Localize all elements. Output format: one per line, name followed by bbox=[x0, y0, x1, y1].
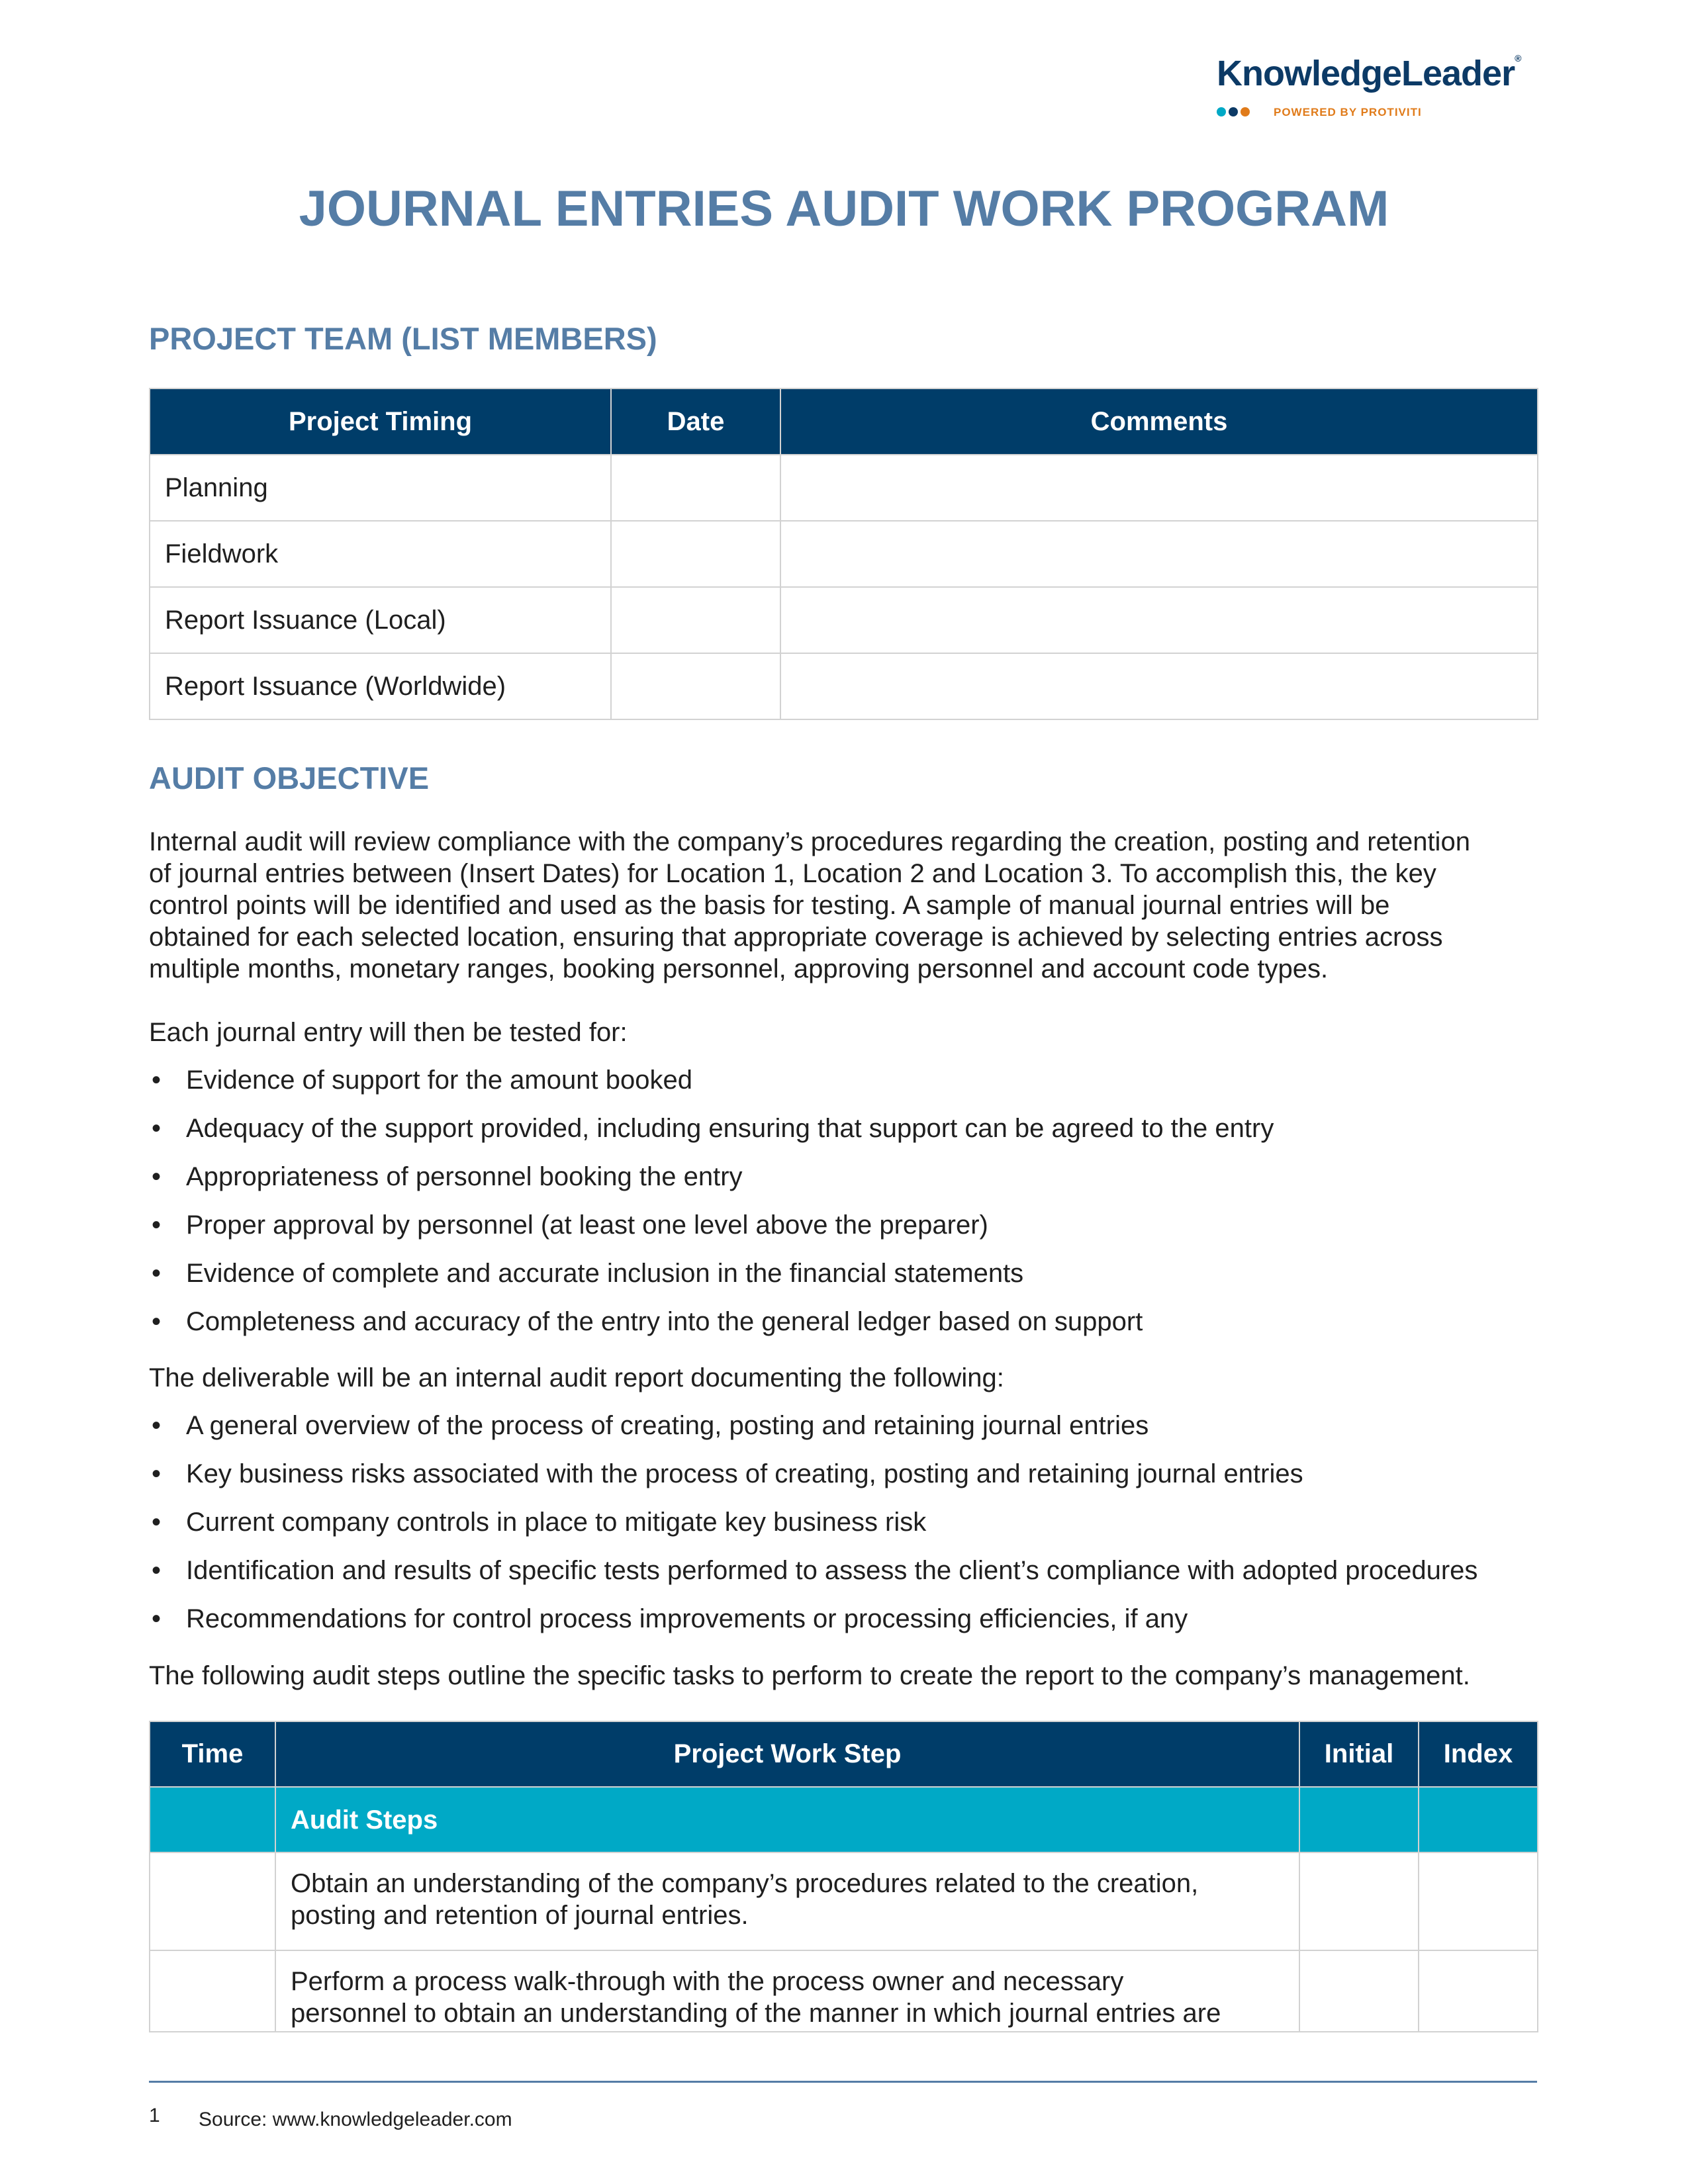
date-cell[interactable] bbox=[611, 653, 780, 719]
comments-cell[interactable] bbox=[780, 455, 1538, 521]
date-cell[interactable] bbox=[611, 587, 780, 653]
timing-cell: Report Issuance (Local) bbox=[150, 587, 611, 653]
comments-cell[interactable] bbox=[780, 521, 1538, 587]
comments-cell[interactable] bbox=[780, 587, 1538, 653]
list-item: • Completeness and accuracy of the entry into the general ledger based on support bbox=[152, 1307, 1143, 1336]
table-row bbox=[150, 1950, 1538, 2032]
list-item: • Identification and results of specific tests performed to assess the client’s compliance with adopted procedures bbox=[152, 1556, 1478, 1585]
step-line: Perform a process walk-through with the process owner and necessary bbox=[291, 1967, 1124, 1996]
time-cell[interactable] bbox=[150, 1852, 275, 1950]
knowledgeleader-logo bbox=[1217, 53, 1534, 126]
table-row bbox=[150, 653, 1538, 719]
tested-for-intro: Each journal entry will then be tested for: bbox=[149, 1018, 628, 1047]
page-number: 1 bbox=[149, 2105, 160, 2126]
paragraph-line: Internal audit will review compliance with the company’s procedures regarding the creation, posting and retention bbox=[149, 827, 1470, 856]
index-cell[interactable] bbox=[1419, 1950, 1538, 2032]
footer-divider bbox=[149, 2081, 1537, 2083]
work-program-table bbox=[149, 1721, 1538, 2032]
paragraph-line: control points will be identified and used as the basis for testing. A sample of manual journal entries will be bbox=[149, 891, 1390, 920]
step-cell bbox=[275, 1852, 1299, 1950]
initial-cell[interactable] bbox=[1299, 1950, 1419, 2032]
column-header: Date bbox=[611, 388, 780, 455]
table-row bbox=[150, 521, 1538, 587]
index-cell[interactable] bbox=[1419, 1852, 1538, 1950]
logo-wordmark: KnowledgeLeader® bbox=[1217, 53, 1521, 93]
step-line: Obtain an understanding of the company’s procedures related to the creation, bbox=[291, 1869, 1199, 1898]
list-item: • Key business risks associated with the process of creating, posting and retaining journal entries bbox=[152, 1459, 1303, 1488]
deliverable-intro: The deliverable will be an internal audit report documenting the following: bbox=[149, 1363, 1004, 1392]
list-item: • Adequacy of the support provided, including ensuring that support can be agreed to the entry bbox=[152, 1114, 1274, 1143]
column-header: Time bbox=[150, 1721, 275, 1787]
tested-for-list bbox=[149, 1064, 1552, 1354]
list-item: • Evidence of complete and accurate inclusion in the financial statements bbox=[152, 1259, 1024, 1288]
time-cell[interactable] bbox=[150, 1950, 275, 2032]
paragraph-line: obtained for each selected location, ensuring that appropriate coverage is achieved by selecting entries across bbox=[149, 923, 1443, 952]
audit-objective-heading: AUDIT OBJECTIVE bbox=[149, 760, 430, 796]
logo-tagline: POWERED BY PROTIVITI bbox=[1274, 106, 1422, 118]
step-cell bbox=[275, 1950, 1299, 2032]
section-label: Audit Steps bbox=[275, 1787, 1299, 1852]
date-cell[interactable] bbox=[611, 455, 780, 521]
source-note: Source: www.knowledgeleader.com bbox=[199, 2109, 512, 2130]
column-header: Comments bbox=[780, 388, 1538, 455]
deliverables-list bbox=[149, 1410, 1552, 1651]
list-item: • Current company controls in place to mitigate key business risk bbox=[152, 1508, 927, 1537]
project-timing-table bbox=[149, 388, 1538, 720]
table-row bbox=[150, 587, 1538, 653]
list-item: • Evidence of support for the amount booked bbox=[152, 1066, 692, 1095]
date-cell[interactable] bbox=[611, 521, 780, 587]
timing-cell: Report Issuance (Worldwide) bbox=[150, 653, 611, 719]
table-row bbox=[150, 455, 1538, 521]
timing-cell: Planning bbox=[150, 455, 611, 521]
comments-cell[interactable] bbox=[780, 653, 1538, 719]
column-header: Index bbox=[1419, 1721, 1538, 1787]
table-header-row bbox=[150, 388, 1538, 455]
step-line: personnel to obtain an understanding of the manner in which journal entries are bbox=[291, 1999, 1221, 2028]
step-line: posting and retention of journal entries. bbox=[291, 1901, 749, 1930]
column-header: Project Work Step bbox=[275, 1721, 1299, 1787]
paragraph-line: of journal entries between (Insert Dates) for Location 1, Location 2 and Location 3. To accomplish this, the key bbox=[149, 859, 1436, 888]
project-team-heading: PROJECT TEAM (LIST MEMBERS) bbox=[149, 321, 657, 356]
paragraph-line: multiple months, monetary ranges, booking personnel, approving personnel and account code types. bbox=[149, 954, 1329, 983]
objective-paragraph bbox=[149, 826, 1546, 985]
column-header: Project Timing bbox=[150, 388, 611, 455]
logo-dots-icon bbox=[1217, 107, 1252, 120]
column-header: Initial bbox=[1299, 1721, 1419, 1787]
document-title: JOURNAL ENTRIES AUDIT WORK PROGRAM bbox=[299, 181, 1389, 237]
table-header-row bbox=[150, 1721, 1538, 1787]
list-item: • A general overview of the process of creating, posting and retaining journal entries bbox=[152, 1411, 1149, 1440]
list-item: • Proper approval by personnel (at least one level above the preparer) bbox=[152, 1210, 988, 1240]
steps-intro: The following audit steps outline the specific tasks to perform to create the report to the company’s management. bbox=[149, 1661, 1470, 1690]
table-row bbox=[150, 1852, 1538, 1950]
timing-cell: Fieldwork bbox=[150, 521, 611, 587]
list-item: • Recommendations for control process improvements or processing efficiencies, if any bbox=[152, 1604, 1188, 1633]
list-item: • Appropriateness of personnel booking the entry bbox=[152, 1162, 743, 1191]
initial-cell[interactable] bbox=[1299, 1852, 1419, 1950]
section-row bbox=[150, 1787, 1538, 1852]
